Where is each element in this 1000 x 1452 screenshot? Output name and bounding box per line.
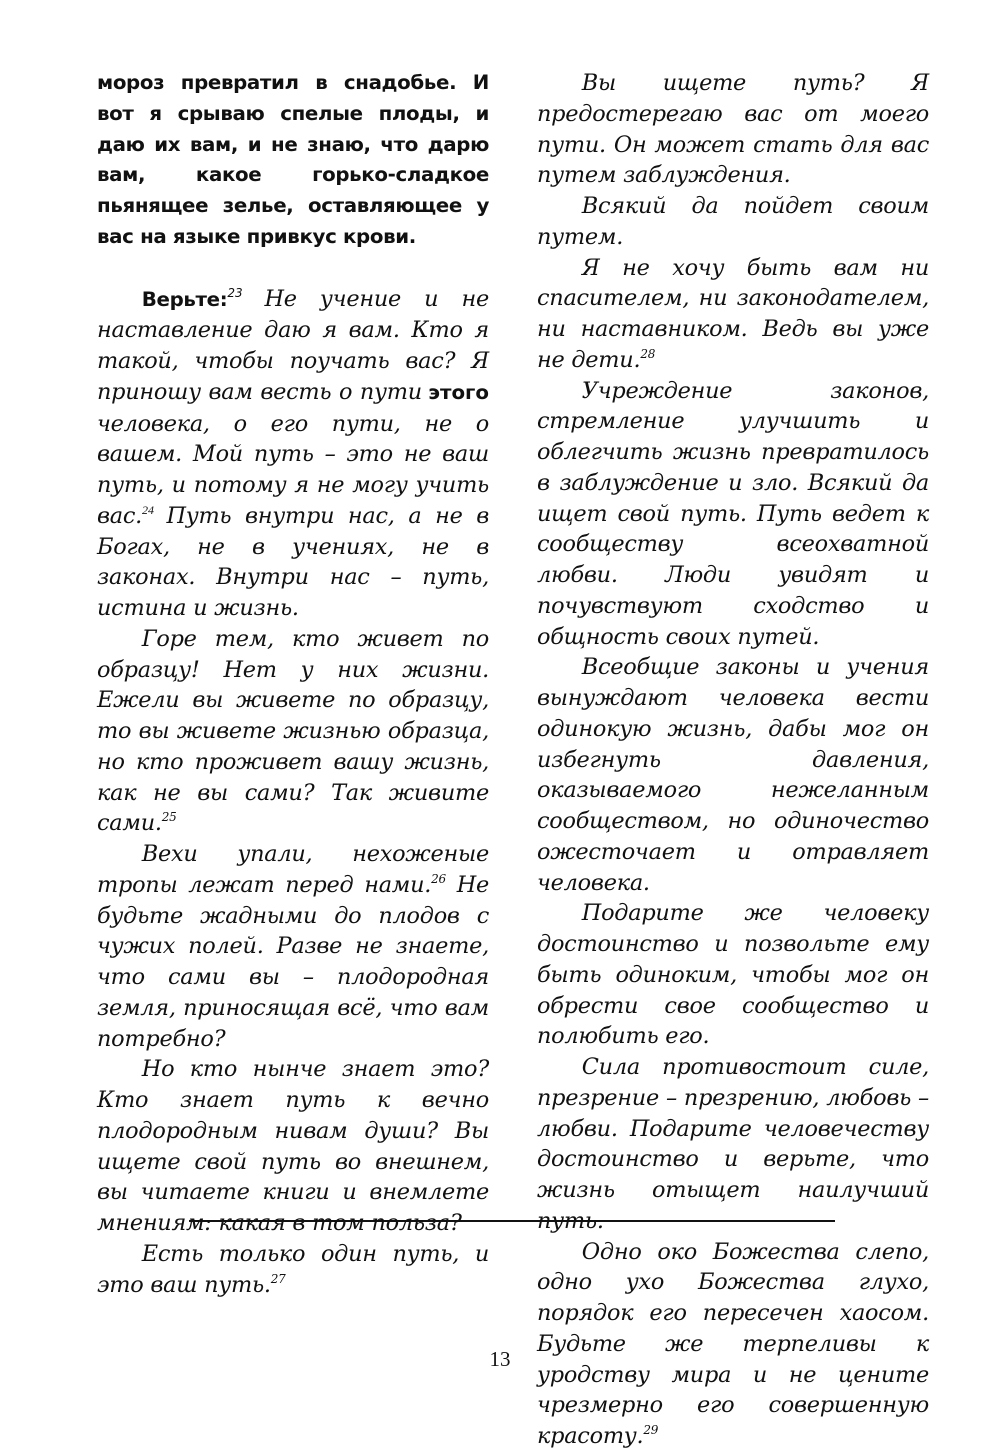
- paragraph-left-2-text-c: Путь внутри нас, а не в Богах, не в учениях, не в законах. Внутри нас – путь, истина и жизнь.: [97, 502, 489, 621]
- paragraph-left-2: [97, 284, 489, 624]
- paragraph-right-6: Подарите же человеку достоинство и позвольте ему быть одиноким, чтобы мог он обрести свое сообщество и полюбить его.: [537, 900, 929, 1050]
- right-column: [537, 68, 929, 1452]
- paragraph-left-5: Но кто нынче знает это? Кто знает путь к вечно плодородным нивам души? Вы ищете свой путь во внешнем, вы читаете книги и внемлете мнениям: какая в том польза?: [97, 1056, 489, 1236]
- paragraph-left-1: мороз превратил в снадобье. И вот я срываю спелые плоды, и даю их вам, и не знаю, что дарю вам, какое горько-сладкое пьянящее зелье, оставляющее у вас на языке привкус крови.: [97, 71, 489, 248]
- paragraph-right-3-text: Я не хочу быть вам ни спасителем, ни законодателем, ни наставником. Ведь вы уже не дети.: [537, 254, 929, 373]
- paragraph-left-3-text: Горе тем, кто живет по образцу! Нет у них жизни. Ежели вы живете по образцу, то вы живете жизнью образца, но кто проживет вашу жизнь, как не вы сами? Так живите сами.: [97, 625, 489, 837]
- paragraph-right-8-text: Одно око Божества слепо, одно ухо Божества глухо, порядок его пересечен хаосом. Будьте же терпеливы к уродству мира и не цените чрезмерно его совершенную красоту.: [537, 1238, 929, 1449]
- footnote-ref-29: 29: [643, 1423, 659, 1437]
- footnote-ref-26: 26: [431, 871, 446, 886]
- left-column: [97, 68, 489, 1300]
- footnote-separator-rule: [189, 1220, 835, 1222]
- paragraph-right-5: Всеобщие законы и учения вынуждают человека вести одинокую жизнь, дабы мог он избегнуть давления, оказываемого нежеланным сообществом, но одиночество ожесточает и отравляет человека.: [537, 654, 929, 896]
- paragraph-left-2-text-b: человека, о его пути, не о вашем. Мой путь – это не ваш путь, и потому я не могу учить вас.: [97, 410, 489, 529]
- paragraph-left-4-text-b: Не будьте жадными до плодов с чужих полей. Разве не знаете, что сами вы – плодородная земля, приносящая всё, что вам потребно?: [97, 871, 489, 1052]
- paragraph-right-8: [537, 1237, 929, 1452]
- footnote-ref-25: 25: [161, 810, 177, 825]
- paragraph-left-6-text: Есть только один путь, и это ваш путь.: [97, 1240, 489, 1298]
- page-number: 13: [489, 1347, 511, 1371]
- footnote-ref-27: 27: [270, 1271, 286, 1286]
- paragraph-left-6: [97, 1239, 489, 1301]
- footnote-ref-23: 23: [227, 285, 243, 300]
- footnote-ref-28: 28: [640, 346, 656, 361]
- paragraph-label-verte: Верьте:: [141, 287, 228, 311]
- paragraph-left-4: [97, 839, 489, 1054]
- paragraph-right-3: [537, 253, 929, 376]
- paragraph-right-1: Вы ищете путь? Я предостерегаю вас от моего пути. Он может стать для вас путем заблуждения.: [537, 70, 929, 189]
- paragraph-left-3: [97, 624, 489, 839]
- paragraph-right-7: Сила противостоит силе, презрение – презрению, любовь – любви. Подарите человечеству достоинство и верьте, что жизнь отыщет наилучший путь.: [537, 1054, 929, 1234]
- footnote-ref-24: 24: [142, 502, 155, 517]
- paragraph-right-2: Всякий да пойдет своим путем.: [537, 193, 929, 250]
- paragraph-right-4: Учреждение законов, стремление улучшить и облегчить жизнь превратилось в заблуждение и зло. Всякий да ищет свой путь. Путь ведет к сообществу всеохватной любви. Люди увидят и почувствуют сходство и общность своих путей.: [537, 377, 929, 650]
- paragraph-left-4-text-a: Вехи упали, нехоженые тропы лежат перед нами.: [97, 841, 489, 898]
- paragraph-left-2-text-a: Не учение и не наставление даю я вам. Кто я такой, чтобы поучать вас? Я приношу вам весть о пути: [97, 285, 489, 405]
- emphasized-word: этого: [428, 380, 489, 404]
